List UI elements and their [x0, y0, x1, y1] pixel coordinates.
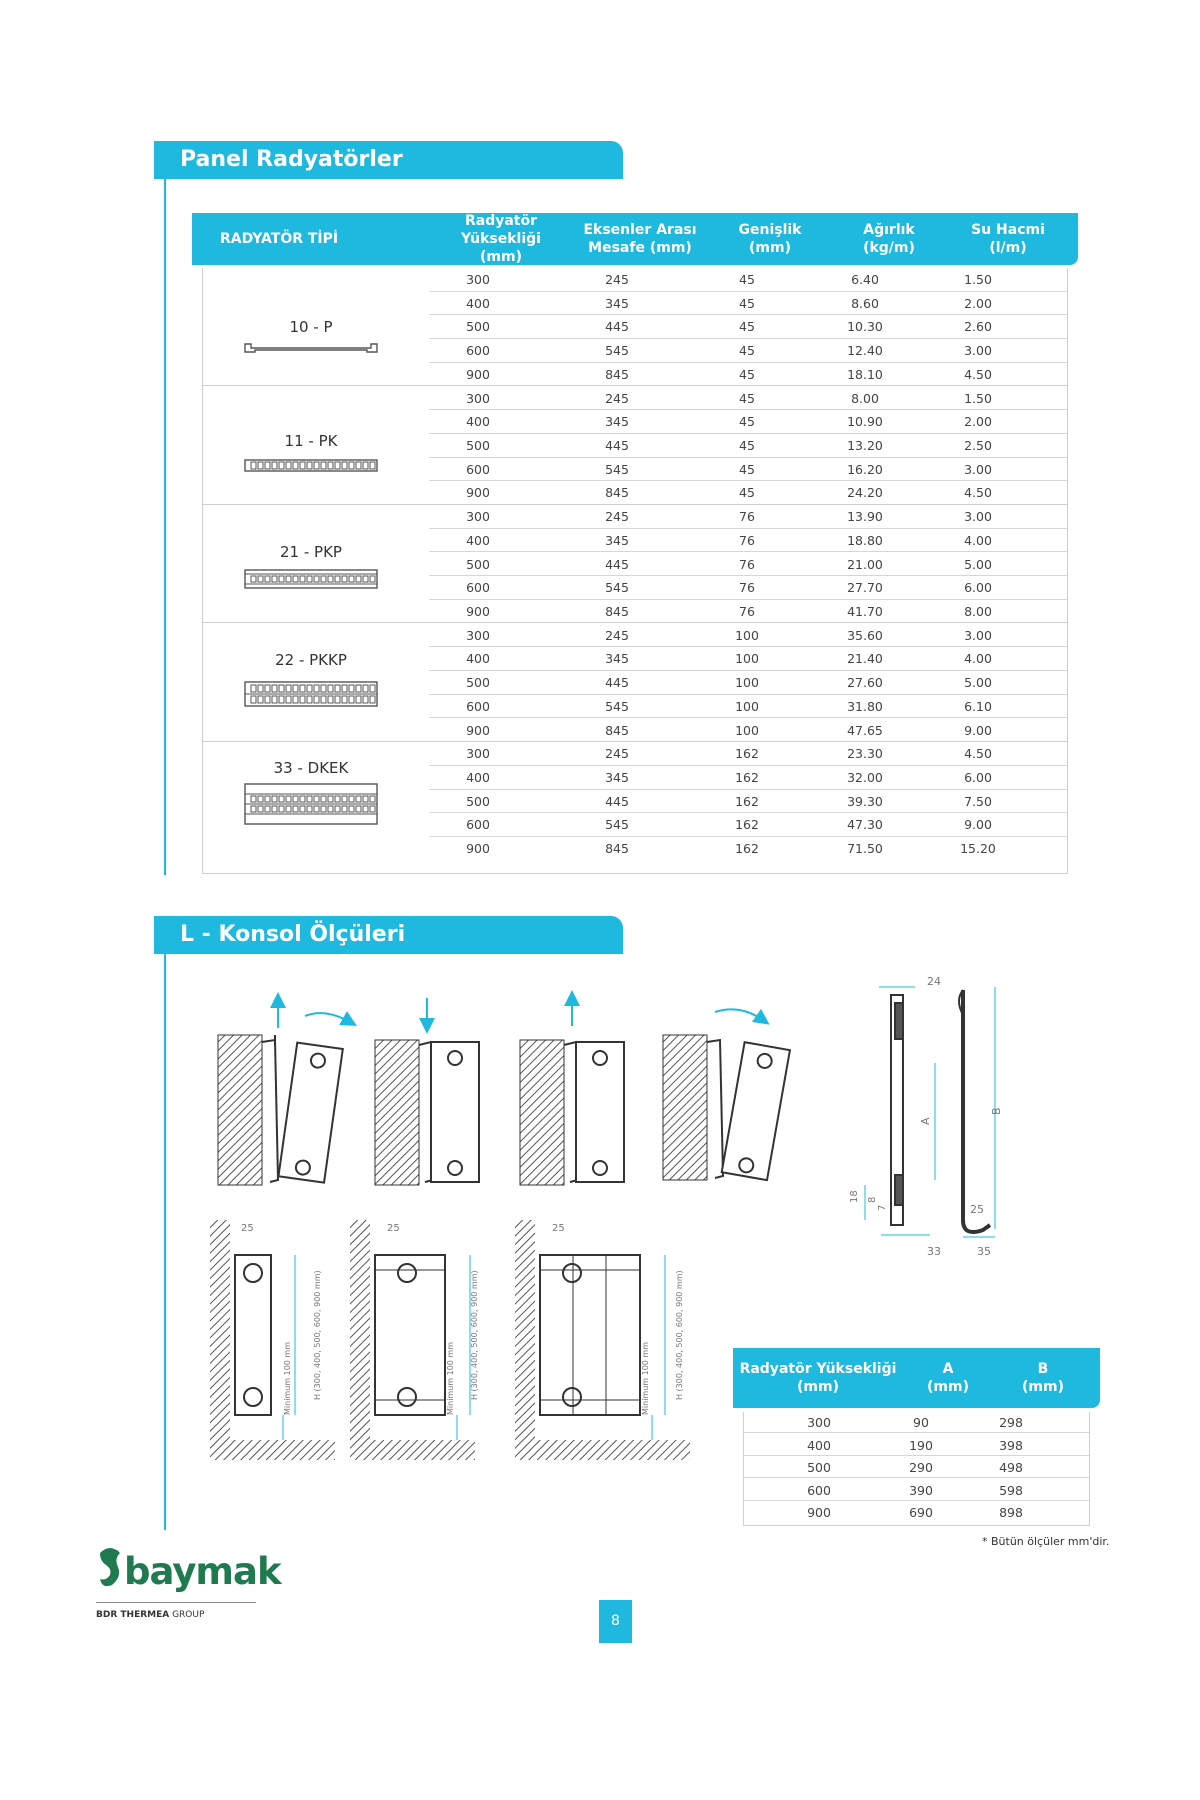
- table-row: [429, 339, 1067, 363]
- cell-height: 500: [466, 675, 490, 691]
- cell-axis-distance: 845: [605, 366, 629, 382]
- table-row: [744, 1457, 1089, 1478]
- cell-height: 600: [466, 817, 490, 833]
- cell-axis-distance: 445: [605, 793, 629, 809]
- cell-water-volume: 4.00: [964, 532, 992, 548]
- section-rule: [164, 179, 166, 875]
- brand-rule: [96, 1602, 256, 1603]
- table-row: [429, 481, 1067, 505]
- table-row: [429, 671, 1067, 695]
- h-label-3: H (300, 400, 500, 600, 900 mm): [675, 1270, 684, 1400]
- cell-weight: 35.60: [847, 627, 883, 643]
- cell-water-volume: 7.50: [964, 793, 992, 809]
- cell-axis-distance: 845: [605, 485, 629, 501]
- cell-water-volume: 2.50: [964, 437, 992, 453]
- cell-axis-distance: 445: [605, 437, 629, 453]
- cell-width: 45: [739, 390, 755, 406]
- table-row: [429, 315, 1067, 339]
- cell-width: 45: [739, 437, 755, 453]
- cell-height: 400: [466, 532, 490, 548]
- cell-axis-distance: 545: [605, 343, 629, 359]
- cell-weight: 23.30: [847, 746, 883, 762]
- cell-axis-distance: 845: [605, 722, 629, 738]
- cell-axis-distance: 245: [605, 272, 629, 287]
- cell-width: 45: [739, 319, 755, 335]
- cell-height: 300: [807, 1415, 831, 1430]
- page-number: 8: [599, 1600, 632, 1643]
- dim-25-label-profile: 25: [970, 1203, 984, 1216]
- cell-axis-distance: 545: [605, 817, 629, 833]
- cell-weight: 16.20: [847, 461, 883, 477]
- cell-weight: 21.00: [847, 556, 883, 572]
- dim-7-label: 7: [877, 1204, 888, 1211]
- h-label-1: H (300, 400, 500, 600, 900 mm): [313, 1270, 322, 1400]
- group-name: BDR THERMEA GROUP: [96, 1610, 205, 1620]
- cell-width: 162: [735, 746, 759, 762]
- min-label-1: Minimum 100 mm: [283, 1341, 292, 1415]
- bracket-profile-illustration: [835, 975, 1015, 1255]
- dim-8-label: 8: [867, 1196, 878, 1203]
- cell-axis-distance: 245: [605, 746, 629, 762]
- dim-a-label: A: [919, 1117, 932, 1125]
- cell-weight: 47.65: [847, 722, 883, 738]
- radiator-profile-icon: [241, 782, 381, 830]
- brand-name: baymak: [124, 1550, 281, 1593]
- cell-height: 900: [466, 841, 490, 857]
- cell-height: 300: [466, 509, 490, 525]
- table-row: [429, 363, 1067, 387]
- radiator-group: [203, 505, 1067, 623]
- radiator-group: [203, 624, 1067, 742]
- cell-height: 400: [466, 770, 490, 786]
- view-type-3: [515, 1220, 690, 1460]
- cell-width: 162: [735, 793, 759, 809]
- header-weight: Ağırlık (kg/m): [863, 222, 915, 256]
- table-row: [744, 1480, 1089, 1501]
- cell-a: 290: [909, 1460, 933, 1475]
- cell-width: 100: [735, 698, 759, 714]
- cell-weight: 6.40: [851, 272, 879, 287]
- konsol-dimension-table: [733, 1348, 1100, 1520]
- table-row: [429, 268, 1067, 292]
- step-1: [218, 1000, 350, 1185]
- dim-25-label-1: 25: [241, 1223, 254, 1234]
- cell-weight: 10.30: [847, 319, 883, 335]
- dim-35-label: 35: [977, 1245, 991, 1255]
- min-label-3: Minimum 100 mm: [641, 1341, 650, 1415]
- cell-weight: 8.00: [851, 390, 879, 406]
- konsol-header-a: A (mm): [927, 1361, 969, 1395]
- cell-water-volume: 8.00: [964, 603, 992, 619]
- cell-water-volume: 4.50: [964, 366, 992, 382]
- cell-width: 45: [739, 461, 755, 477]
- section-title-konsol: L - Konsol Ölçüleri: [154, 916, 623, 954]
- cell-width: 162: [735, 841, 759, 857]
- cell-width: 45: [739, 366, 755, 382]
- cell-width: 76: [739, 532, 755, 548]
- table-row: [429, 434, 1067, 458]
- cell-height: 500: [466, 319, 490, 335]
- radiator-profile-icon: [241, 455, 381, 479]
- cell-water-volume: 4.50: [964, 746, 992, 762]
- cell-water-volume: 5.00: [964, 675, 992, 691]
- cell-water-volume: 6.10: [964, 698, 992, 714]
- cell-axis-distance: 845: [605, 603, 629, 619]
- cell-water-volume: 5.00: [964, 556, 992, 572]
- cell-water-volume: 9.00: [964, 722, 992, 738]
- cell-water-volume: 4.50: [964, 485, 992, 501]
- step-4: [663, 1009, 790, 1180]
- step-2: [375, 998, 479, 1185]
- installed-views-illustration: [205, 1215, 705, 1470]
- cell-axis-distance: 845: [605, 841, 629, 857]
- cell-weight: 18.10: [847, 366, 883, 382]
- table-row: [429, 790, 1067, 814]
- table-row: [429, 553, 1067, 577]
- cell-height: 400: [807, 1437, 831, 1453]
- table-row: [429, 600, 1067, 624]
- header-axis-distance: Eksenler Arası Mesafe (mm): [583, 222, 697, 256]
- cell-b: 598: [999, 1482, 1023, 1498]
- cell-height: 300: [466, 746, 490, 762]
- mounting-steps-illustration: [210, 990, 810, 1200]
- dim-25-label-3: 25: [552, 1223, 565, 1234]
- radiator-profile-icon: [241, 679, 381, 713]
- table-row: [429, 387, 1067, 411]
- cell-b: 298: [999, 1415, 1023, 1430]
- cell-height: 400: [466, 414, 490, 430]
- cell-height: 600: [466, 461, 490, 477]
- cell-height: 600: [466, 343, 490, 359]
- panel-radiator-table: [192, 213, 1078, 857]
- cell-weight: 39.30: [847, 793, 883, 809]
- cell-a: 90: [913, 1415, 929, 1430]
- cell-water-volume: 4.00: [964, 651, 992, 667]
- dim-24-label: 24: [927, 975, 941, 988]
- cell-water-volume: 6.00: [964, 580, 992, 596]
- cell-width: 76: [739, 580, 755, 596]
- step-3: [520, 998, 624, 1185]
- cell-weight: 27.70: [847, 580, 883, 596]
- konsol-table-body: [743, 1412, 1090, 1526]
- table-row: [429, 410, 1067, 434]
- cell-width: 45: [739, 272, 755, 287]
- cell-axis-distance: 245: [605, 390, 629, 406]
- table-row: [429, 695, 1067, 719]
- cell-water-volume: 2.00: [964, 414, 992, 430]
- table-row: [429, 624, 1067, 648]
- cell-water-volume: 15.20: [960, 841, 996, 857]
- cell-axis-distance: 445: [605, 675, 629, 691]
- cell-width: 45: [739, 295, 755, 311]
- cell-weight: 71.50: [847, 841, 883, 857]
- radiator-type-label: 22 - PKKP: [275, 650, 347, 669]
- table-header: [192, 213, 1078, 265]
- min-label-2: Minimum 100 mm: [446, 1341, 455, 1415]
- table-row: [429, 576, 1067, 600]
- cell-height: 500: [466, 437, 490, 453]
- cell-water-volume: 3.00: [964, 509, 992, 525]
- cell-height: 300: [466, 627, 490, 643]
- cell-b: 398: [999, 1437, 1023, 1453]
- cell-width: 162: [735, 817, 759, 833]
- cell-axis-distance: 245: [605, 627, 629, 643]
- cell-width: 162: [735, 770, 759, 786]
- cell-height: 300: [466, 390, 490, 406]
- cell-water-volume: 2.00: [964, 295, 992, 311]
- header-type: RADYATÖR TİPİ: [220, 231, 339, 247]
- cell-water-volume: 1.50: [964, 272, 992, 287]
- table-row: [429, 813, 1067, 837]
- table-row: [429, 292, 1067, 316]
- footnote: * Bütün ölçüler mm'dir.: [982, 1535, 1110, 1548]
- cell-weight: 27.60: [847, 675, 883, 691]
- dim-33-label: 33: [927, 1245, 941, 1255]
- cell-axis-distance: 445: [605, 319, 629, 335]
- cell-weight: 41.70: [847, 603, 883, 619]
- cell-height: 500: [466, 793, 490, 809]
- table-row: [744, 1412, 1089, 1433]
- h-label-2: H (300, 400, 500, 600, 900 mm): [470, 1270, 479, 1400]
- view-type-1: [210, 1220, 335, 1460]
- table-row: [744, 1502, 1089, 1523]
- cell-b: 498: [999, 1460, 1023, 1475]
- cell-height: 600: [466, 580, 490, 596]
- cell-height: 500: [466, 556, 490, 572]
- header-width: Genişlik (mm): [738, 222, 802, 256]
- cell-axis-distance: 345: [605, 295, 629, 311]
- dim-25-label-2: 25: [387, 1223, 400, 1234]
- baymak-logo-icon: [96, 1545, 126, 1589]
- cell-water-volume: 3.00: [964, 343, 992, 359]
- table-row: [429, 529, 1067, 553]
- cell-axis-distance: 545: [605, 698, 629, 714]
- section-rule-2: [164, 954, 166, 1530]
- dim-18-label: 18: [849, 1190, 860, 1203]
- cell-width: 45: [739, 414, 755, 430]
- cell-water-volume: 9.00: [964, 817, 992, 833]
- cell-weight: 8.60: [851, 295, 879, 311]
- cell-a: 190: [909, 1437, 933, 1453]
- cell-height: 400: [466, 651, 490, 667]
- cell-height: 500: [807, 1460, 831, 1475]
- cell-width: 76: [739, 509, 755, 525]
- cell-width: 45: [739, 485, 755, 501]
- cell-height: 400: [466, 295, 490, 311]
- cell-height: 600: [807, 1482, 831, 1498]
- cell-height: 900: [466, 603, 490, 619]
- radiator-type-label: 11 - PK: [284, 431, 338, 450]
- cell-axis-distance: 345: [605, 651, 629, 667]
- cell-axis-distance: 345: [605, 414, 629, 430]
- cell-width: 100: [735, 675, 759, 691]
- cell-water-volume: 1.50: [964, 390, 992, 406]
- cell-a: 390: [909, 1482, 933, 1498]
- cell-width: 100: [735, 722, 759, 738]
- cell-width: 76: [739, 556, 755, 572]
- table-body: [202, 268, 1068, 874]
- cell-a: 690: [909, 1505, 933, 1520]
- radiator-type-label: 21 - PKP: [280, 543, 342, 562]
- radiator-group: [203, 268, 1067, 386]
- cell-weight: 47.30: [847, 817, 883, 833]
- cell-weight: 13.90: [847, 509, 883, 525]
- cell-weight: 21.40: [847, 651, 883, 667]
- cell-height: 300: [466, 272, 490, 287]
- konsol-header-height: Radyatör Yüksekliği (mm): [739, 1361, 897, 1395]
- cell-weight: 24.20: [847, 485, 883, 501]
- table-row: [429, 837, 1067, 861]
- cell-width: 45: [739, 343, 755, 359]
- cell-height: 900: [807, 1505, 831, 1520]
- cell-water-volume: 2.60: [964, 319, 992, 335]
- header-height: Radyatör Yüksekliği (mm): [461, 213, 541, 265]
- cell-axis-distance: 445: [605, 556, 629, 572]
- cell-height: 900: [466, 366, 490, 382]
- konsol-header-b: B (mm): [1022, 1361, 1064, 1395]
- cell-width: 100: [735, 627, 759, 643]
- cell-width: 100: [735, 651, 759, 667]
- table-row: [429, 458, 1067, 482]
- table-row: [429, 505, 1067, 529]
- cell-axis-distance: 345: [605, 770, 629, 786]
- cell-height: 900: [466, 485, 490, 501]
- radiator-type-label: 33 - DKEK: [273, 759, 349, 778]
- cell-water-volume: 3.00: [964, 627, 992, 643]
- section-title-panel: Panel Radyatörler: [154, 141, 623, 179]
- table-row: [429, 719, 1067, 743]
- table-row: [744, 1435, 1089, 1456]
- radiator-group: [203, 387, 1067, 505]
- cell-axis-distance: 545: [605, 580, 629, 596]
- cell-axis-distance: 545: [605, 461, 629, 477]
- cell-axis-distance: 245: [605, 509, 629, 525]
- dim-b-label: B: [990, 1107, 1003, 1115]
- cell-weight: 18.80: [847, 532, 883, 548]
- cell-width: 76: [739, 603, 755, 619]
- radiator-type-label: 10 - P: [289, 318, 333, 336]
- cell-weight: 10.90: [847, 414, 883, 430]
- radiator-profile-icon: [241, 338, 381, 362]
- table-row: [429, 766, 1067, 790]
- cell-b: 898: [999, 1505, 1023, 1520]
- table-row: [429, 742, 1067, 766]
- cell-weight: 31.80: [847, 698, 883, 714]
- cell-water-volume: 6.00: [964, 770, 992, 786]
- view-type-2: [350, 1220, 479, 1460]
- cell-weight: 12.40: [847, 343, 883, 359]
- table-row: [429, 647, 1067, 671]
- radiator-group: [203, 742, 1067, 860]
- cell-weight: 32.00: [847, 770, 883, 786]
- konsol-table-header: [733, 1348, 1100, 1408]
- cell-height: 900: [466, 722, 490, 738]
- cell-water-volume: 3.00: [964, 461, 992, 477]
- radiator-profile-icon: [241, 567, 381, 595]
- cell-axis-distance: 345: [605, 532, 629, 548]
- header-water-volume: Su Hacmi (l/m): [971, 222, 1045, 256]
- cell-weight: 13.20: [847, 437, 883, 453]
- cell-height: 600: [466, 698, 490, 714]
